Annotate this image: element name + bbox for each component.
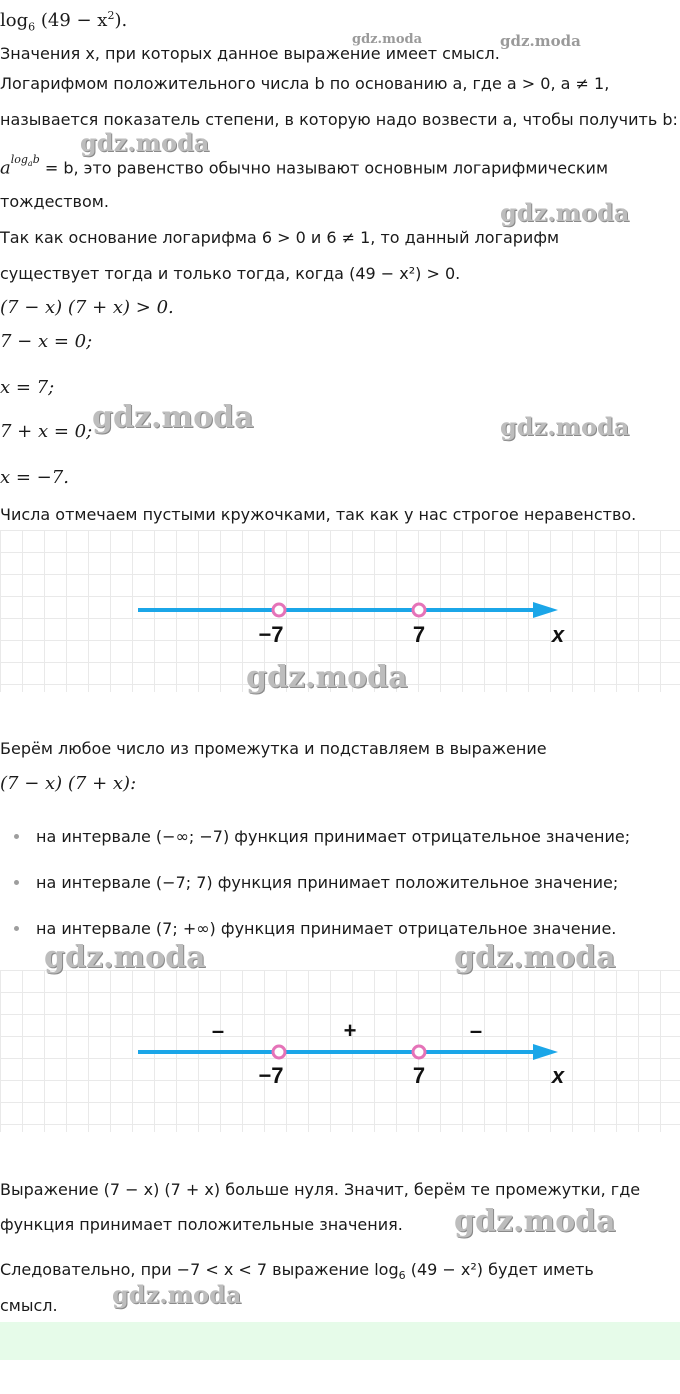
identity-exp-b: b [32,153,40,166]
conclusion-end: (49 − x²) будет иметь [405,1260,594,1279]
watermark: gdz.moda [80,128,210,157]
axis-label: x [551,1063,565,1088]
watermark: gdz.moda [454,940,616,975]
equation-line-3: 7 + x = 0; [0,421,93,442]
text-line-7: Так как основание логарифма 6 > 0 и 6 ≠ 1, то данный логарифм [0,228,560,247]
text-line-3: Логарифмом положительного числа b по основанию a, где a > 0, a ≠ 1, [0,74,610,93]
point-label-left: −7 [258,1063,284,1088]
inequality-line: (7 − x) (7 + x) > 0. [0,297,174,318]
axis-arrow [533,1044,558,1060]
watermark: gdz.moda [500,198,630,227]
equation-line-4: x = −7. [0,467,69,488]
watermark: gdz.moda [112,1280,242,1309]
bullet-dot [14,926,19,931]
number-line-graph-2 [0,970,680,1132]
bullet-dot [14,834,19,839]
watermark: gdz.moda [44,940,206,975]
identity-rest: = b, это равенство обычно называют основным логарифмическим [39,158,609,178]
log-text: log [0,10,29,31]
text-line-6: тождеством. [0,192,109,211]
number-line-svg-2 [0,970,680,1132]
watermark: gdz.moda [454,1204,616,1239]
text-line-8: существует тогда и только тогда, когда (49 − x²) > 0. [0,264,461,283]
expression-line-16: (7 − x) (7 + x): [0,773,137,794]
point-label-right: 7 [412,1063,426,1088]
watermark: gdz.moda [352,32,423,47]
equation-line-2: x = 7; [0,377,55,398]
equation-line-1: 7 − x = 0; [0,331,93,352]
point-label-right: 7 [412,622,426,647]
text-line-4: называется показатель степени, в которую надо возвести a, чтобы получить b: [0,110,678,129]
sign-minus-right: – [469,1018,483,1043]
bullet-item-3: на интервале (7; +∞) функция принимает отрицательное значение. [36,919,617,938]
open-point-right [413,1046,425,1058]
text-line-18: функция принимает положительные значения. [0,1215,403,1234]
watermark: gdz.moda [500,32,581,50]
open-point-left [273,604,285,616]
sign-minus-left: – [211,1018,225,1043]
text-line-17: Выражение (7 − x) (7 + x) больше нуля. Значит, берём те промежутки, где [0,1180,641,1199]
answer-box [0,1322,680,1360]
point-label-left: −7 [258,622,284,647]
text-line-19 [0,1258,594,1288]
axis-label: x [551,622,565,647]
text-line-15: Берём любое число из промежутка и подставляем в выражение [0,739,547,758]
bullet-item-1: на интервале (−∞; −7) функция принимает отрицательное значение; [36,827,631,846]
identity-a: a [0,157,11,179]
log-base: 6 [28,20,36,34]
watermark: gdz.moda [246,660,408,695]
identity-exp: log [10,153,28,166]
conclusion-log-base: 6 [398,1269,406,1283]
expression-line: $\log_6 (49 - x^2)$. [0,9,128,34]
text-line-14: Числа отмечаем пустыми кружочками, так как у нас строгое неравенство. [0,505,637,524]
bullet-item-2: на интервале (−7; 7) функция принимает положительное значение; [36,873,619,892]
open-point-right [413,604,425,616]
bullet-dot [14,880,19,885]
watermark: gdz.moda [500,412,630,441]
log-end: ). [114,10,128,31]
text-line-2: Значения x, при которых данное выражение имеет смысл. [0,44,500,63]
log-argument: (49 − x [40,10,108,31]
axis-arrow [533,602,558,618]
text-line-20: смысл. [0,1296,58,1315]
conclusion-start: Следовательно, при −7 < x < 7 выражение log [0,1260,399,1279]
identity-exp-base: a [27,159,33,169]
watermark: gdz.moda [92,400,254,435]
open-point-left [273,1046,285,1058]
sign-plus-middle: + [343,1018,357,1043]
